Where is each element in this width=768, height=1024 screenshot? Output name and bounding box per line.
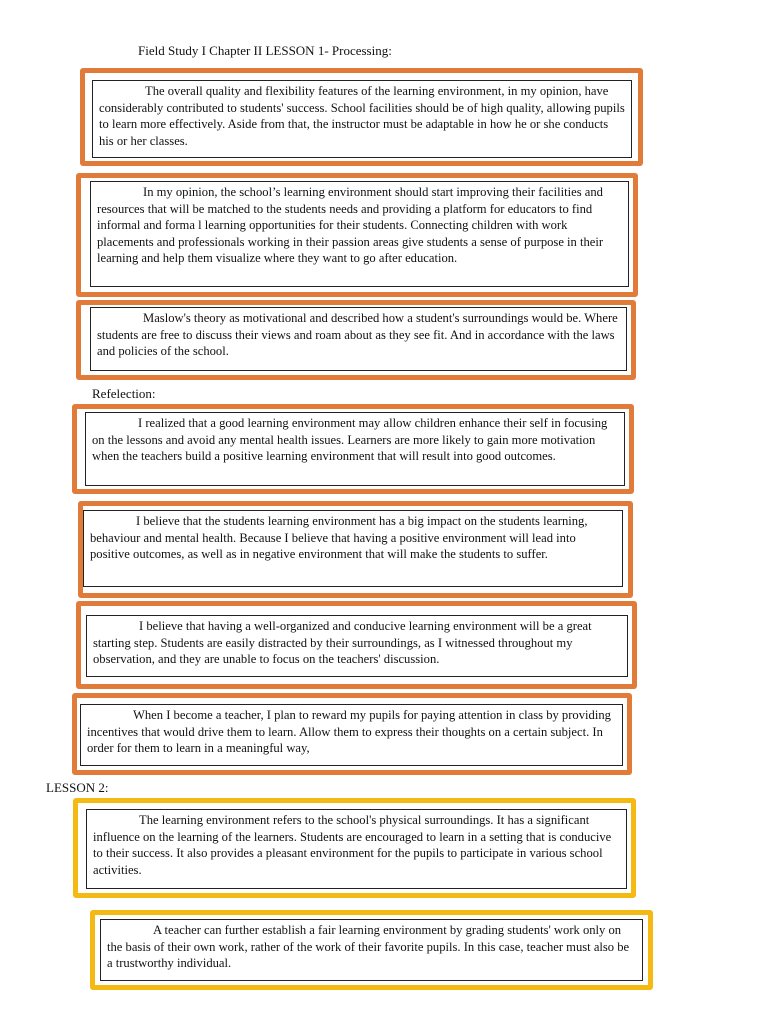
reflection-text-3: I believe that having a well-organized and conducive learning environment will be a great starting step. Students are easily distracted by their surroundings, as I witnessed throughout my observation, and they are unable to focus on the teachers' discussion.	[86, 615, 628, 677]
lesson-2-text-1: The learning environment refers to the school's physical surroundings. It has a significant influence on the learning of the learners. Students are encouraged to learn in a setting that is conducive to their success. It also provides a pleasant environment for the pupils to participate in various school activities.	[86, 809, 627, 889]
reflection-heading: Refelection:	[92, 386, 156, 401]
reflection-text-1: I realized that a good learning environment may allow children enhance their self in focusing on the lessons and avoid any mental health issues. Learners are more likely to gain more motivation when the teachers build a positive learning environment that will result into good outcomes.	[85, 412, 625, 486]
lesson-2-heading: LESSON 2:	[46, 780, 109, 795]
lesson-2-text-2: A teacher can further establish a fair learning environment by grading students' work only on the basis of their own work, rather of the work of their favorite pupils. In this case, teacher must also be a trustworthy individual.	[100, 919, 643, 981]
processing-text-1: The overall quality and flexibility features of the learning environment, in my opinion, have considerably contributed to students' success. School facilities should be of high quality, allowing pupils to learn more effectively. Aside from that, the instructor must be adaptable in how he or she conducts his or her classes.	[92, 80, 632, 158]
processing-text-3: Maslow's theory as motivational and described how a student's surroundings would be. Where students are free to discuss their views and roam about as they see fit. And in accordance with the laws and policies of the school.	[90, 307, 627, 371]
page-title: Field Study I Chapter II LESSON 1- Processing:	[138, 43, 392, 58]
reflection-text-2: I believe that the students learning environment has a big impact on the students learning, behaviour and mental health. Because I believe that having a positive environment will lead into positive outcomes, as well as in negative environment that will make the students to suffer.	[83, 510, 623, 587]
processing-text-2: In my opinion, the school’s learning environment should start improving their facilities and resources that will be matched to the students needs and providing a platform for educators to find informal and forma l learning opportunities for their students. Connecting children with work placements and professionals working in their passion areas give students a sense of purpose in their learning and help them visualize where they want to go after education.	[90, 181, 629, 287]
reflection-text-4: When I become a teacher, I plan to reward my pupils for paying attention in class by providing incentives that would drive them to learn. Allow them to express their thoughts on a certain subject. In order for them to learn in a meaningful way,	[80, 704, 623, 766]
